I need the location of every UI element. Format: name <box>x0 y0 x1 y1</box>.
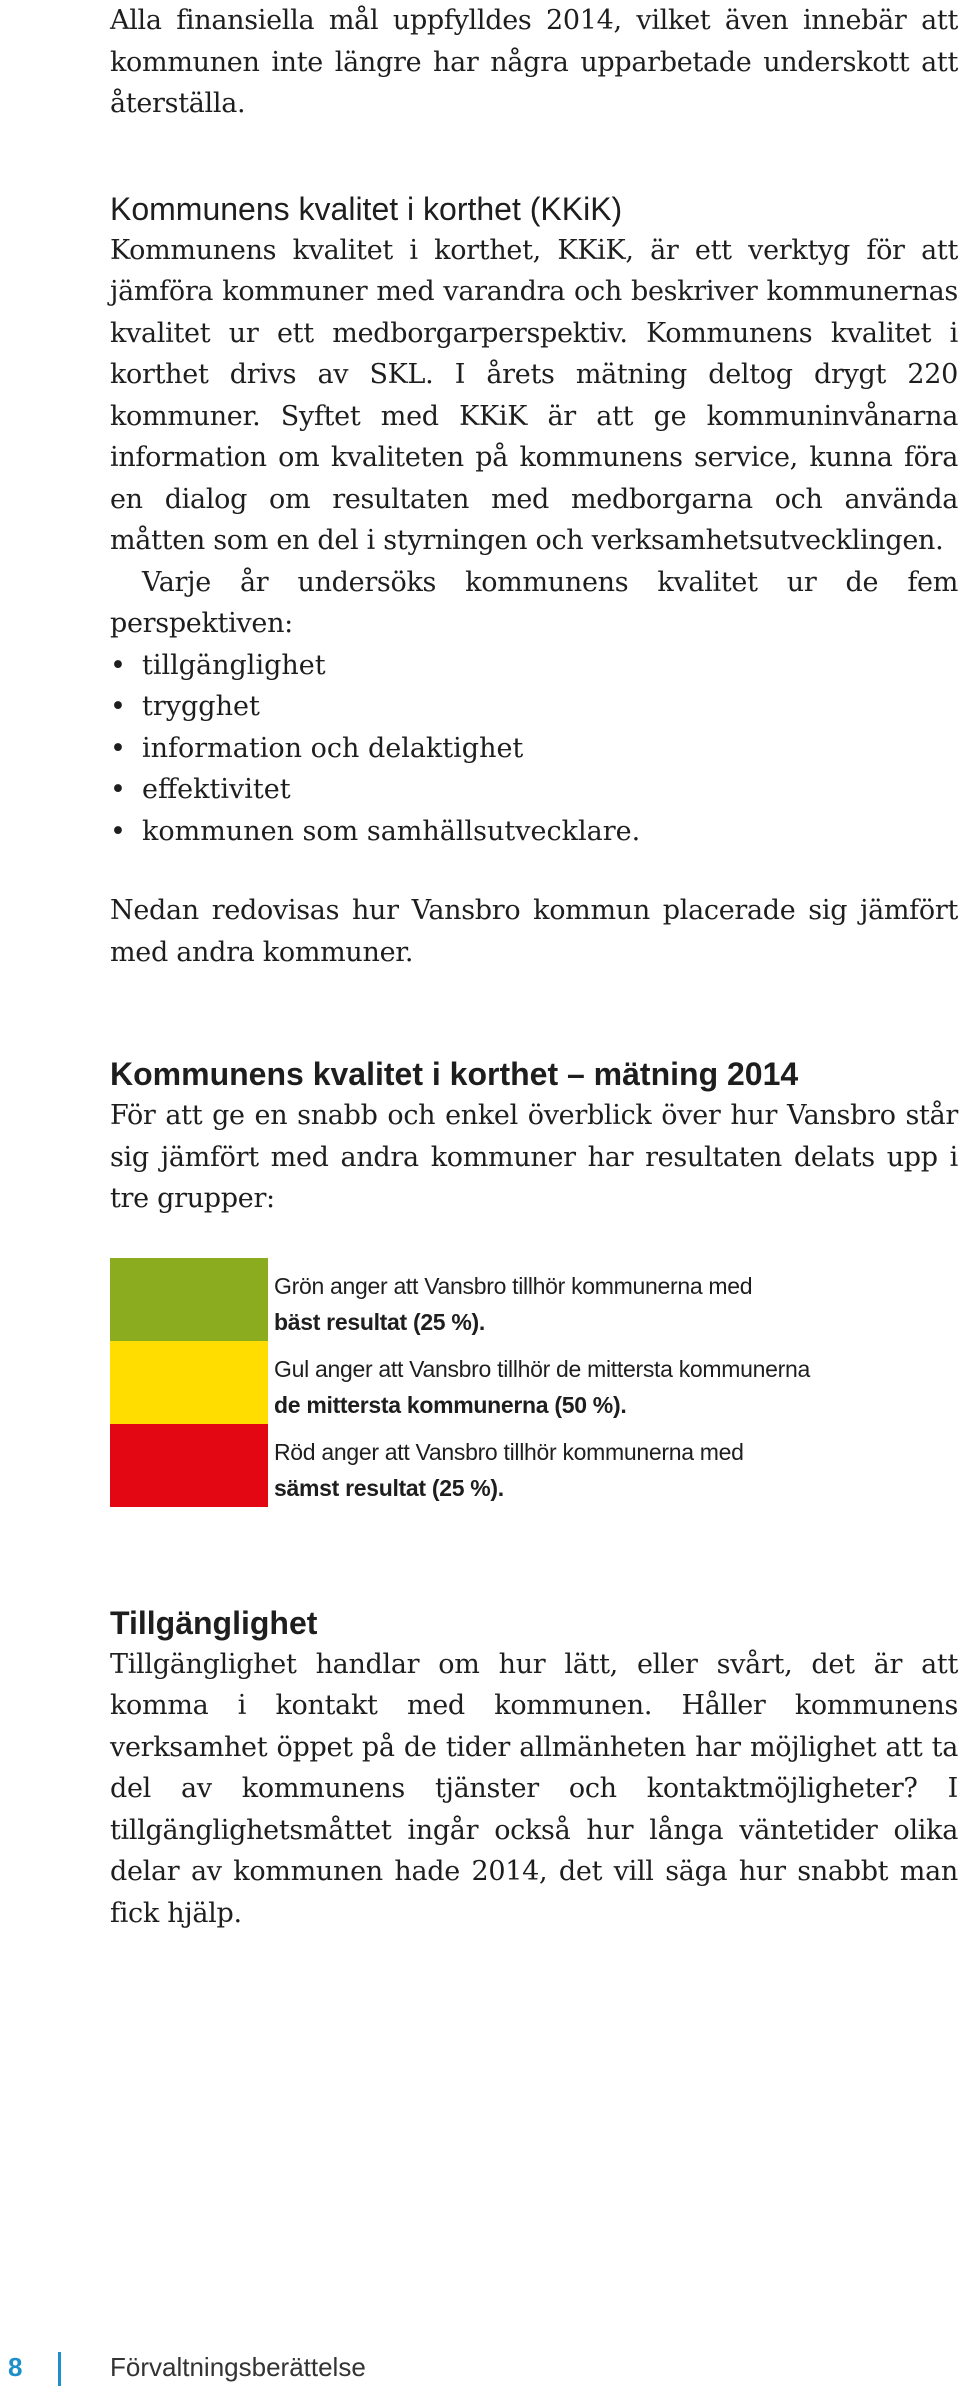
legend-emphasis: bäst resultat (25 %). <box>274 1308 485 1335</box>
list-item: • tillgänglighet <box>110 649 326 681</box>
kkik-paragraph-1: Kommunens kvalitet i korthet, KKiK, är ett verktyg för att jämföra kommuner med varandra och beskriver kommunernas kvalitet ur ett medborgarperspektiv. Kommunens kvalitet i korthet drivs av SKL. I årets mätning deltog drygt 220 kommuner. Syftet med KKiK är att ge kommuninvånarna information om kvaliteten på kommunens service, kunna föra en dialog om resultaten med medborgarna och använda måtten som en del i styrningen och verksamhetsutvecklingen. <box>110 234 958 556</box>
page-number: 8 <box>8 2352 23 2382</box>
perspective-list <box>110 645 958 853</box>
kkik-paragraph-3: Nedan redovisas hur Vansbro kommun placerade sig jämfört med andra kommuner. <box>110 895 958 968</box>
page-content <box>110 0 958 1934</box>
legend-emphasis: de mittersta kommunerna (50 %). <box>274 1391 627 1418</box>
legend-emphasis: sämst resultat (25 %). <box>274 1474 504 1501</box>
list-item: • information och delaktighet <box>110 732 524 764</box>
legend-item-green <box>274 1258 810 1341</box>
kkik-heading: Kommunens kvalitet i korthet (KKiK) <box>110 190 623 227</box>
footer-divider <box>58 2352 61 2386</box>
intro-paragraph: Alla finansiella mål uppfylldes 2014, vilket även innebär att kommunen inte längre har några upparbetade underskott att återställa. <box>110 5 958 119</box>
list-item: • trygghet <box>110 691 260 722</box>
kkik-paragraph-2: Varje år undersöks kommunens kvalitet ur de fem perspektiven: <box>110 566 958 639</box>
list-item: • effektivitet <box>110 774 291 805</box>
red-swatch <box>110 1424 268 1507</box>
legend-texts <box>274 1258 810 1507</box>
footer-section-title: Förvaltningsberättelse <box>110 2352 366 2382</box>
legend-swatches <box>110 1258 268 1507</box>
spacer <box>110 1507 958 1602</box>
legend-item-red <box>274 1424 810 1507</box>
yellow-swatch <box>110 1341 268 1424</box>
spacer <box>110 125 958 188</box>
list-item: • kommunen som samhällsutvecklare. <box>110 815 641 847</box>
measurement-paragraph: För att ge en snabb och enkel överblick över hur Vansbro står sig jämfört med andra kommuner har resultaten delats upp i tre grupper: <box>110 1100 958 1214</box>
page-footer <box>0 2352 960 2392</box>
legend-text: Gul anger att Vansbro tillhör de mittersta kommunerna <box>274 1355 810 1382</box>
legend-text: Grön anger att Vansbro tillhör kommunerna med <box>274 1272 753 1299</box>
access-paragraph: Tillgänglighet handlar om hur lätt, eller svårt, det är att komma i kontakt med kommunen. Håller kommunens verksamhet öppet på de tider allmänheten har möjlighet att ta del av kommunens tjänster och kontaktmöjligheter? I tillgänglighetsmåttet ingår också hur långa väntetider olika delar av kommunen hade 2014, det vill säga hur snabbt man fick hjälp. <box>110 1648 958 1929</box>
result-legend <box>110 1258 958 1507</box>
legend-text: Röd anger att Vansbro tillhör kommunerna med <box>274 1438 744 1465</box>
spacer <box>110 852 958 890</box>
measurement-heading: Kommunens kvalitet i korthet – mätning 2014 <box>110 1056 799 1092</box>
access-heading: Tillgänglighet <box>110 1604 318 1641</box>
green-swatch <box>110 1258 268 1341</box>
legend-item-yellow <box>274 1341 810 1424</box>
spacer <box>110 973 958 1053</box>
